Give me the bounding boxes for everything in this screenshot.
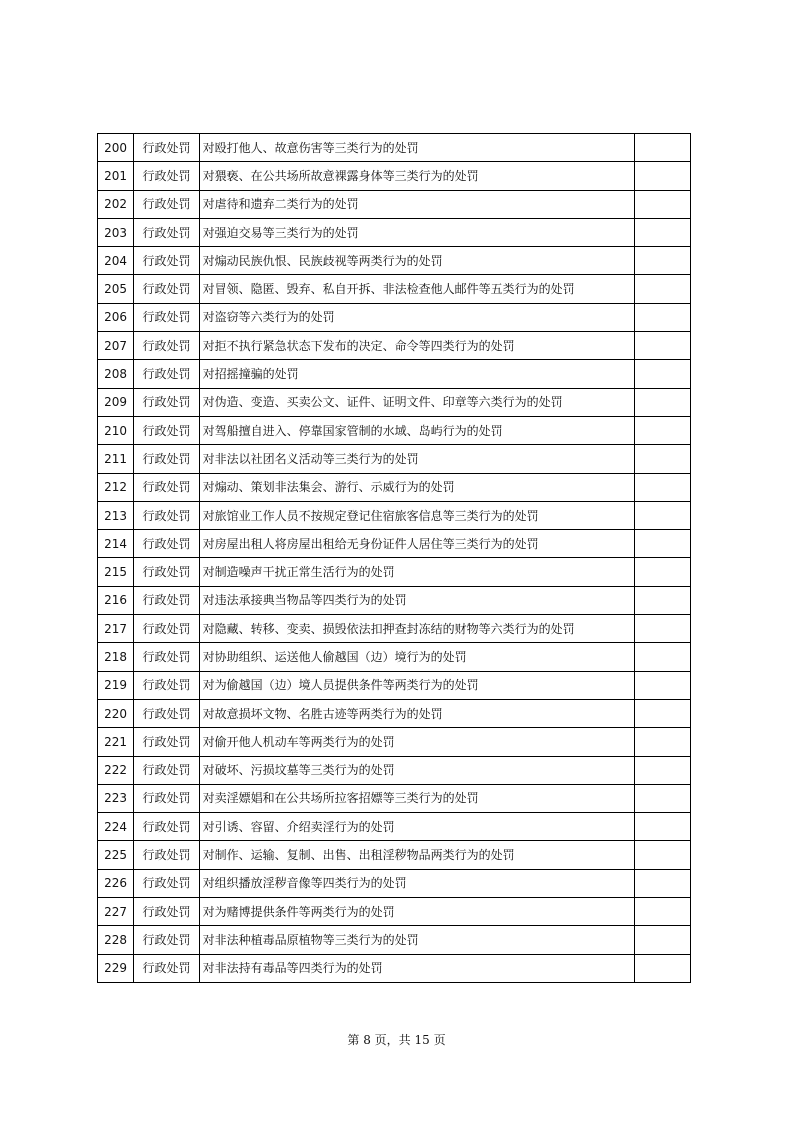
category-cell: 行政处罚: [134, 388, 199, 416]
remark-cell: [634, 841, 690, 869]
item-name-cell: 对制造噪声干扰正常生活行为的处罚: [199, 558, 634, 586]
table-body: [98, 134, 691, 983]
row-number-cell: 201: [98, 162, 134, 190]
item-name-cell: 对破坏、污损坟墓等三类行为的处罚: [199, 756, 634, 784]
category-cell: 行政处罚: [134, 416, 199, 444]
remark-cell: [634, 926, 690, 954]
row-number-cell: 210: [98, 416, 134, 444]
row-number-cell: 205: [98, 275, 134, 303]
row-number-cell: 227: [98, 898, 134, 926]
item-name-cell: 对引诱、容留、介绍卖淫行为的处罚: [199, 813, 634, 841]
table-row: [98, 190, 691, 218]
category-cell: 行政处罚: [134, 699, 199, 727]
table-row: [98, 218, 691, 246]
category-cell: 行政处罚: [134, 671, 199, 699]
table-row: [98, 247, 691, 275]
row-number-cell: 203: [98, 218, 134, 246]
row-number-cell: 228: [98, 926, 134, 954]
table-row: [98, 134, 691, 162]
row-number-cell: 213: [98, 501, 134, 529]
item-name-cell: 对卖淫嫖娼和在公共场所拉客招嫖等三类行为的处罚: [199, 784, 634, 812]
item-name-cell: 对制作、运输、复制、出售、出租淫秽物品两类行为的处罚: [199, 841, 634, 869]
remark-cell: [634, 756, 690, 784]
category-cell: 行政处罚: [134, 728, 199, 756]
category-cell: 行政处罚: [134, 813, 199, 841]
remark-cell: [634, 671, 690, 699]
row-number-cell: 211: [98, 445, 134, 473]
table-row: [98, 813, 691, 841]
row-number-cell: 217: [98, 615, 134, 643]
item-name-cell: 对殴打他人、故意伤害等三类行为的处罚: [199, 134, 634, 162]
item-name-cell: 对为赌博提供条件等两类行为的处罚: [199, 898, 634, 926]
category-cell: 行政处罚: [134, 954, 199, 982]
item-name-cell: 对旅馆业工作人员不按规定登记住宿旅客信息等三类行为的处罚: [199, 501, 634, 529]
remark-cell: [634, 869, 690, 897]
item-name-cell: 对煽动民族仇恨、民族歧视等两类行为的处罚: [199, 247, 634, 275]
category-cell: 行政处罚: [134, 360, 199, 388]
table-row: [98, 954, 691, 982]
category-cell: 行政处罚: [134, 247, 199, 275]
table-row: [98, 699, 691, 727]
remark-cell: [634, 615, 690, 643]
remark-cell: [634, 360, 690, 388]
item-name-cell: 对协助组织、运送他人偷越国（边）境行为的处罚: [199, 643, 634, 671]
remark-cell: [634, 813, 690, 841]
table-row: [98, 473, 691, 501]
table-row: [98, 671, 691, 699]
table-row: [98, 898, 691, 926]
category-cell: 行政处罚: [134, 615, 199, 643]
category-cell: 行政处罚: [134, 501, 199, 529]
category-cell: 行政处罚: [134, 898, 199, 926]
category-cell: 行政处罚: [134, 162, 199, 190]
row-number-cell: 206: [98, 303, 134, 331]
category-cell: 行政处罚: [134, 926, 199, 954]
row-number-cell: 208: [98, 360, 134, 388]
row-number-cell: 218: [98, 643, 134, 671]
table-row: [98, 926, 691, 954]
remark-cell: [634, 218, 690, 246]
table-row: [98, 643, 691, 671]
item-name-cell: 对猥亵、在公共场所故意裸露身体等三类行为的处罚: [199, 162, 634, 190]
item-name-cell: 对偷开他人机动车等两类行为的处罚: [199, 728, 634, 756]
table-row: [98, 841, 691, 869]
table-row: [98, 332, 691, 360]
table-row: [98, 869, 691, 897]
item-name-cell: 对驾船擅自进入、停靠国家管制的水域、岛屿行为的处罚: [199, 416, 634, 444]
item-name-cell: 对非法持有毒品等四类行为的处罚: [199, 954, 634, 982]
remark-cell: [634, 332, 690, 360]
item-name-cell: 对为偷越国（边）境人员提供条件等两类行为的处罚: [199, 671, 634, 699]
row-number-cell: 215: [98, 558, 134, 586]
row-number-cell: 226: [98, 869, 134, 897]
item-name-cell: 对虐待和遗弃二类行为的处罚: [199, 190, 634, 218]
item-name-cell: 对组织播放淫秽音像等四类行为的处罚: [199, 869, 634, 897]
category-cell: 行政处罚: [134, 784, 199, 812]
row-number-cell: 225: [98, 841, 134, 869]
item-name-cell: 对拒不执行紧急状态下发布的决定、命令等四类行为的处罚: [199, 332, 634, 360]
item-name-cell: 对强迫交易等三类行为的处罚: [199, 218, 634, 246]
remark-cell: [634, 558, 690, 586]
remark-cell: [634, 162, 690, 190]
item-name-cell: 对故意损坏文物、名胜古迹等两类行为的处罚: [199, 699, 634, 727]
remark-cell: [634, 699, 690, 727]
category-cell: 行政处罚: [134, 445, 199, 473]
row-number-cell: 220: [98, 699, 134, 727]
table-row: [98, 615, 691, 643]
row-number-cell: 216: [98, 586, 134, 614]
item-name-cell: 对盗窃等六类行为的处罚: [199, 303, 634, 331]
table-row: [98, 530, 691, 558]
category-cell: 行政处罚: [134, 303, 199, 331]
remark-cell: [634, 445, 690, 473]
item-name-cell: 对煽动、策划非法集会、游行、示威行为的处罚: [199, 473, 634, 501]
remark-cell: [634, 247, 690, 275]
row-number-cell: 209: [98, 388, 134, 416]
table-row: [98, 558, 691, 586]
remark-cell: [634, 728, 690, 756]
row-number-cell: 223: [98, 784, 134, 812]
table-row: [98, 756, 691, 784]
item-name-cell: 对非法种植毒品原植物等三类行为的处罚: [199, 926, 634, 954]
table-row: [98, 728, 691, 756]
item-name-cell: 对伪造、变造、买卖公文、证件、证明文件、印章等六类行为的处罚: [199, 388, 634, 416]
category-cell: 行政处罚: [134, 473, 199, 501]
remark-cell: [634, 190, 690, 218]
table-row: [98, 360, 691, 388]
item-name-cell: 对冒领、隐匿、毁弃、私自开拆、非法检查他人邮件等五类行为的处罚: [199, 275, 634, 303]
category-cell: 行政处罚: [134, 869, 199, 897]
category-cell: 行政处罚: [134, 275, 199, 303]
remark-cell: [634, 501, 690, 529]
row-number-cell: 229: [98, 954, 134, 982]
row-number-cell: 219: [98, 671, 134, 699]
remark-cell: [634, 303, 690, 331]
item-name-cell: 对房屋出租人将房屋出租给无身份证件人居住等三类行为的处罚: [199, 530, 634, 558]
row-number-cell: 204: [98, 247, 134, 275]
remark-cell: [634, 643, 690, 671]
remark-cell: [634, 473, 690, 501]
category-cell: 行政处罚: [134, 332, 199, 360]
remark-cell: [634, 954, 690, 982]
item-name-cell: 对违法承接典当物品等四类行为的处罚: [199, 586, 634, 614]
row-number-cell: 221: [98, 728, 134, 756]
row-number-cell: 212: [98, 473, 134, 501]
table-row: [98, 445, 691, 473]
row-number-cell: 202: [98, 190, 134, 218]
table-row: [98, 162, 691, 190]
row-number-cell: 214: [98, 530, 134, 558]
item-name-cell: 对非法以社团名义活动等三类行为的处罚: [199, 445, 634, 473]
table-row: [98, 586, 691, 614]
category-cell: 行政处罚: [134, 190, 199, 218]
remark-cell: [634, 898, 690, 926]
category-cell: 行政处罚: [134, 558, 199, 586]
table-row: [98, 501, 691, 529]
row-number-cell: 207: [98, 332, 134, 360]
category-cell: 行政处罚: [134, 134, 199, 162]
page-number-footer: 第 8 页，共 15 页: [347, 1033, 446, 1047]
category-cell: 行政处罚: [134, 586, 199, 614]
category-cell: 行政处罚: [134, 643, 199, 671]
table-row: [98, 275, 691, 303]
remark-cell: [634, 530, 690, 558]
table-row: [98, 416, 691, 444]
penalty-items-table: [97, 133, 691, 983]
table-row: [98, 388, 691, 416]
item-name-cell: 对招摇撞骗的处罚: [199, 360, 634, 388]
row-number-cell: 222: [98, 756, 134, 784]
remark-cell: [634, 275, 690, 303]
category-cell: 行政处罚: [134, 756, 199, 784]
row-number-cell: 224: [98, 813, 134, 841]
table-row: [98, 303, 691, 331]
item-name-cell: 对隐藏、转移、变卖、损毁依法扣押查封冻结的财物等六类行为的处罚: [199, 615, 634, 643]
row-number-cell: 200: [98, 134, 134, 162]
remark-cell: [634, 586, 690, 614]
table-row: [98, 784, 691, 812]
category-cell: 行政处罚: [134, 841, 199, 869]
remark-cell: [634, 388, 690, 416]
remark-cell: [634, 416, 690, 444]
category-cell: 行政处罚: [134, 218, 199, 246]
remark-cell: [634, 134, 690, 162]
category-cell: 行政处罚: [134, 530, 199, 558]
remark-cell: [634, 784, 690, 812]
